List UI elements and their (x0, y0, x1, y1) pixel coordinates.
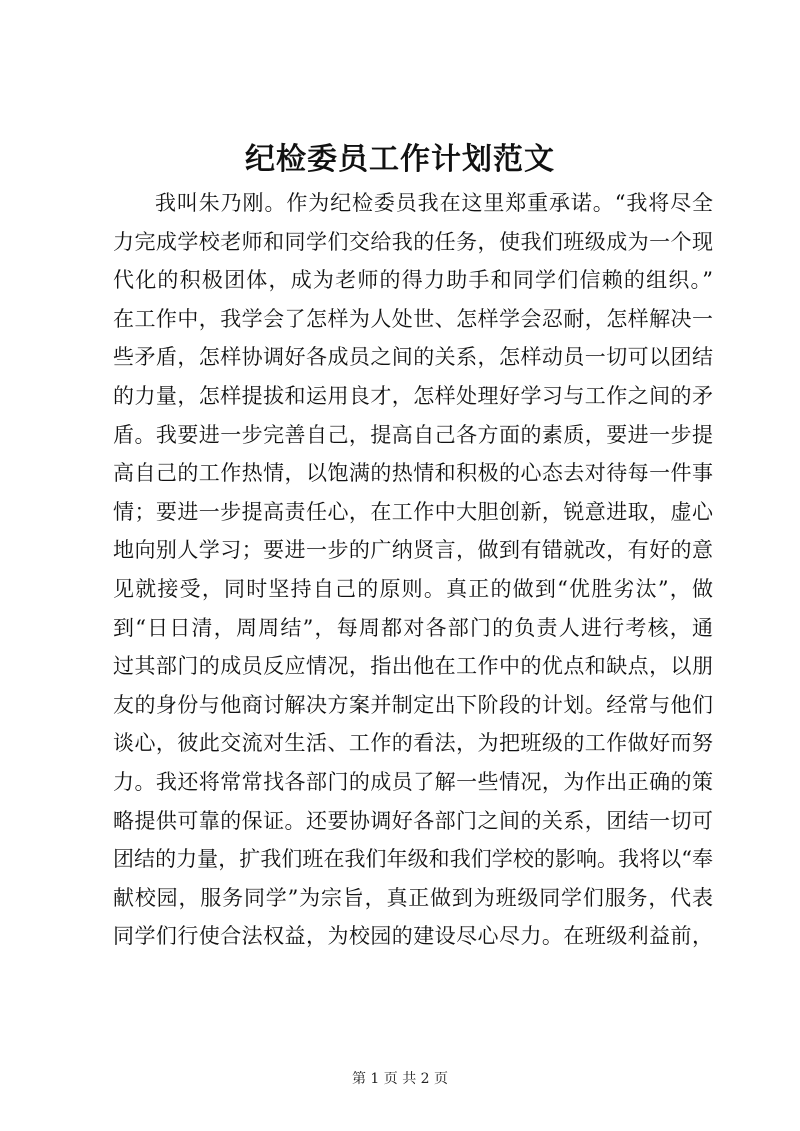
body-line: 过其部门的成员反应情况，指出他在工作中的优点和缺点，以朋 (113, 654, 713, 679)
body-line: 高自己的工作热情，以饱满的热情和积极的心态去对待每一件事 (113, 461, 713, 486)
body-line: 同学们行使合法权益，为校园的建设尽心尽力。在班级利益前， (113, 924, 713, 949)
page-footer: 第 1 页 共 2 页 (351, 1071, 449, 1087)
body-line: 谈心，彼此交流对生活、工作的看法，为把班级的工作做好而努 (113, 731, 713, 756)
body-line: 地向别人学习；要进一步的广纳贤言，做到有错就改，有好的意 (113, 538, 713, 563)
body-line: 代化的积极团体，成为老师的得力助手和同学们信赖的组织。” (113, 268, 713, 293)
document-title: 纪检委员工作计划范文 (245, 142, 555, 177)
body-line: 盾。我要进一步完善自己，提高自己各方面的素质，要进一步提 (113, 422, 713, 447)
body-line: 力。我还将常常找各部门的成员了解一些情况，为作出正确的策 (113, 769, 713, 794)
body-line: 略提供可靠的保证。还要协调好各部门之间的关系，团结一切可 (113, 808, 713, 833)
body-line: 些矛盾，怎样协调好各成员之间的关系，怎样动员一切可以团结 (113, 345, 713, 370)
body-line: 见就接受，同时坚持自己的原则。真正的做到“优胜劣汰”，做 (113, 576, 713, 601)
body-line: 的力量，怎样提拔和运用良才，怎样处理好学习与工作之间的矛 (113, 383, 713, 408)
body-line: 力完成学校老师和同学们交给我的任务，使我们班级成为一个现 (113, 229, 713, 254)
body-line: 团结的力量，扩我们班在我们年级和我们学校的影响。我将以“奉 (113, 847, 713, 872)
body-line: 我叫朱乃刚。作为纪检委员我在这里郑重承诺。“我将尽全 (155, 191, 713, 215)
body-line: 友的身份与他商讨解决方案并制定出下阶段的计划。经常与他们 (113, 692, 713, 717)
body-line: 到“日日清，周周结”，每周都对各部门的负责人进行考核，通 (113, 615, 713, 640)
body-line: 在工作中，我学会了怎样为人处世、怎样学会忍耐，怎样解决一 (113, 306, 713, 331)
body-line: 献校园，服务同学”为宗旨，真正做到为班级同学们服务，代表 (113, 885, 713, 910)
document-body (113, 184, 713, 956)
body-line: 情；要进一步提高责任心，在工作中大胆创新，锐意进取，虚心 (113, 499, 713, 524)
